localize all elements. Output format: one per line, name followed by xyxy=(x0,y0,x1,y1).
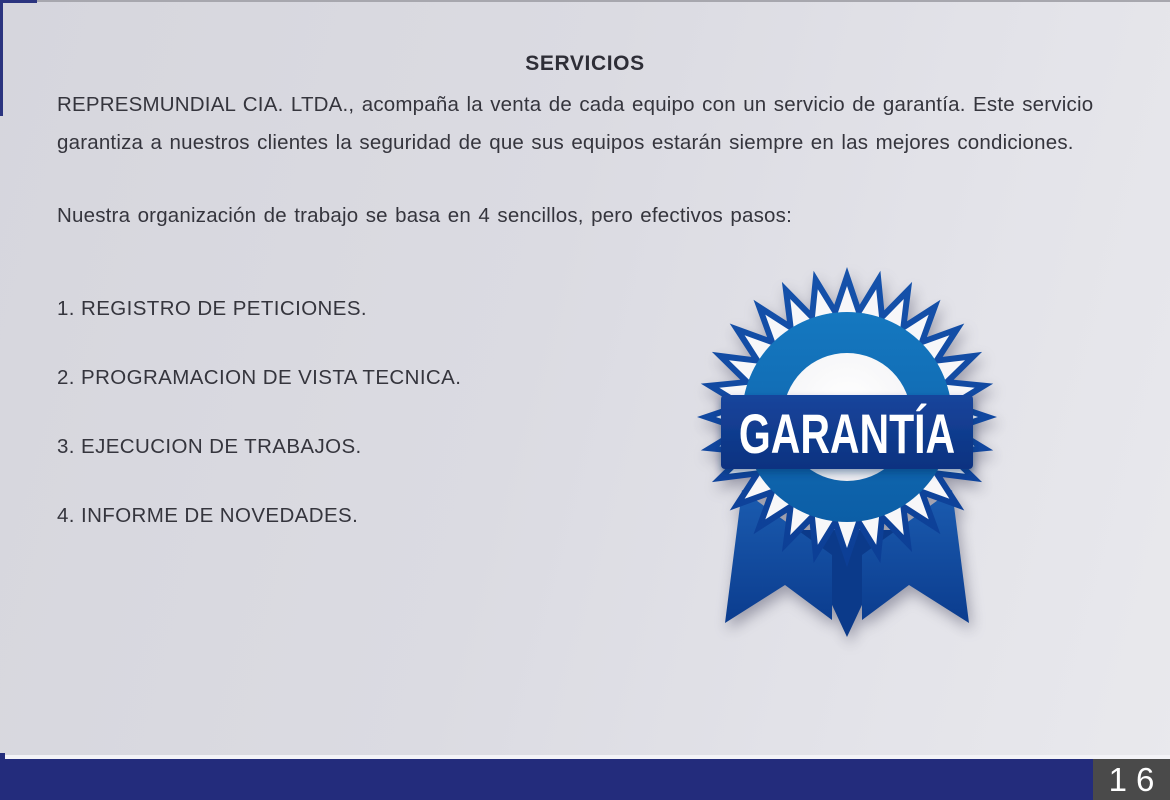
footer-bar xyxy=(0,759,1170,800)
page-title: SERVICIOS xyxy=(525,52,645,75)
step-item-4: 4. INFORME DE NOVEDADES. xyxy=(57,504,359,527)
intro-paragraph: REPRESMUNDIAL CIA. LTDA., acompaña la venta de cada equipo con un servicio de garantía. Este servicio garantiza a nuestros clientes la seguridad de que sus equipos estarán siempre en las mejores condiciones. xyxy=(57,93,1094,154)
page-top-edge-line xyxy=(0,0,1170,2)
garantia-badge-svg xyxy=(697,265,997,647)
corner-mark-vertical xyxy=(0,0,3,116)
garantia-badge xyxy=(697,265,997,647)
badge-label: GARANTÍA xyxy=(738,403,956,466)
step-item-3: 3. EJECUCION DE TRABAJOS. xyxy=(57,435,362,458)
step-item-1: 1. REGISTRO DE PETICIONES. xyxy=(57,297,367,320)
steps-intro-paragraph: Nuestra organización de trabajo se basa en 4 sencillos, pero efectivos pasos: xyxy=(57,204,793,227)
corner-mark-horizontal xyxy=(0,0,37,3)
page-number-badge: 16 xyxy=(1093,759,1170,800)
steps-list xyxy=(57,297,617,573)
step-item-2: 2. PROGRAMACION DE VISTA TECNICA. xyxy=(57,366,462,389)
